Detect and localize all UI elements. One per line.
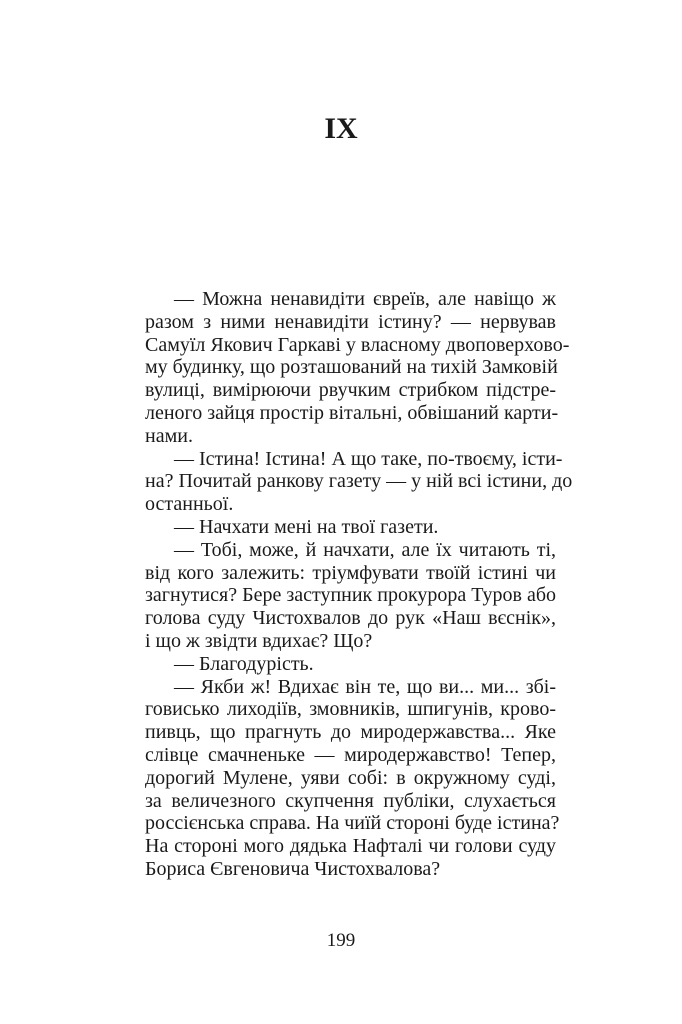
text-line: нами. bbox=[145, 424, 193, 447]
text-line: вулиці, вимірюючи рвучким стрибком підстре- bbox=[145, 379, 556, 402]
text-line: від кого залежить: тріумфувати твоїй істині чи bbox=[145, 561, 556, 584]
text-line: Самуїл Якович Гаркаві у власному двоповерхово- bbox=[145, 333, 570, 356]
text-line: на? Почитай ранкову газету — у ній всі істини, до bbox=[145, 470, 573, 493]
text-line: разом з ними ненавидіти істину? — нервував bbox=[145, 310, 556, 333]
text-line: останньої. bbox=[145, 493, 234, 516]
text-line: леного зайця простір вітальні, обвішаний карти- bbox=[145, 401, 559, 424]
text-line: — Благодурість. bbox=[174, 652, 314, 675]
text-line: — Тобі, може, й начхати, але їх читають ті, bbox=[174, 538, 556, 561]
text-line: му будинку, що розташований на тихій Замковій bbox=[145, 356, 558, 379]
text-line: загнутися? Бере заступник прокурора Туров або bbox=[145, 584, 557, 607]
text-line: пивць, що прагнуть до миродержавства... Яке bbox=[145, 721, 556, 744]
text-line: голова суду Чистохвалов до рук «Наш вєснік», bbox=[145, 607, 556, 630]
text-line: россієнська справа. На чиїй стороні буде істина? bbox=[145, 812, 560, 835]
text-line: слівце смачненьке — миродержавство! Тепер, bbox=[145, 743, 556, 766]
chapter-title: IX bbox=[324, 112, 358, 145]
text-line: Бориса Євгеновича Чистохвалова? bbox=[145, 857, 441, 880]
text-line: — Можна ненавидіти євреїв, але навіщо ж bbox=[174, 288, 556, 310]
text-line: і що ж звідти вдихає? Що? bbox=[145, 629, 373, 652]
text-line: — Начхати мені на твої газети. bbox=[174, 515, 439, 538]
body-text bbox=[145, 288, 573, 881]
text-line: На стороні мого дядька Нафталі чи голови суду bbox=[145, 835, 556, 858]
page-number: 199 bbox=[326, 930, 356, 951]
text-line: — Істина! Істина! А що таке, по-твоєму, істи- bbox=[174, 447, 563, 470]
text-line: дорогий Мулене, уяви собі: в окружному суді, bbox=[145, 766, 556, 789]
text-line: — Якби ж! Вдихає він те, що ви... ми... збі- bbox=[174, 675, 556, 698]
text-line: за величезного скупчення публіки, слухається bbox=[145, 789, 556, 812]
text-line: говисько лиходіїв, змовників, шпигунів, крово- bbox=[145, 698, 556, 721]
